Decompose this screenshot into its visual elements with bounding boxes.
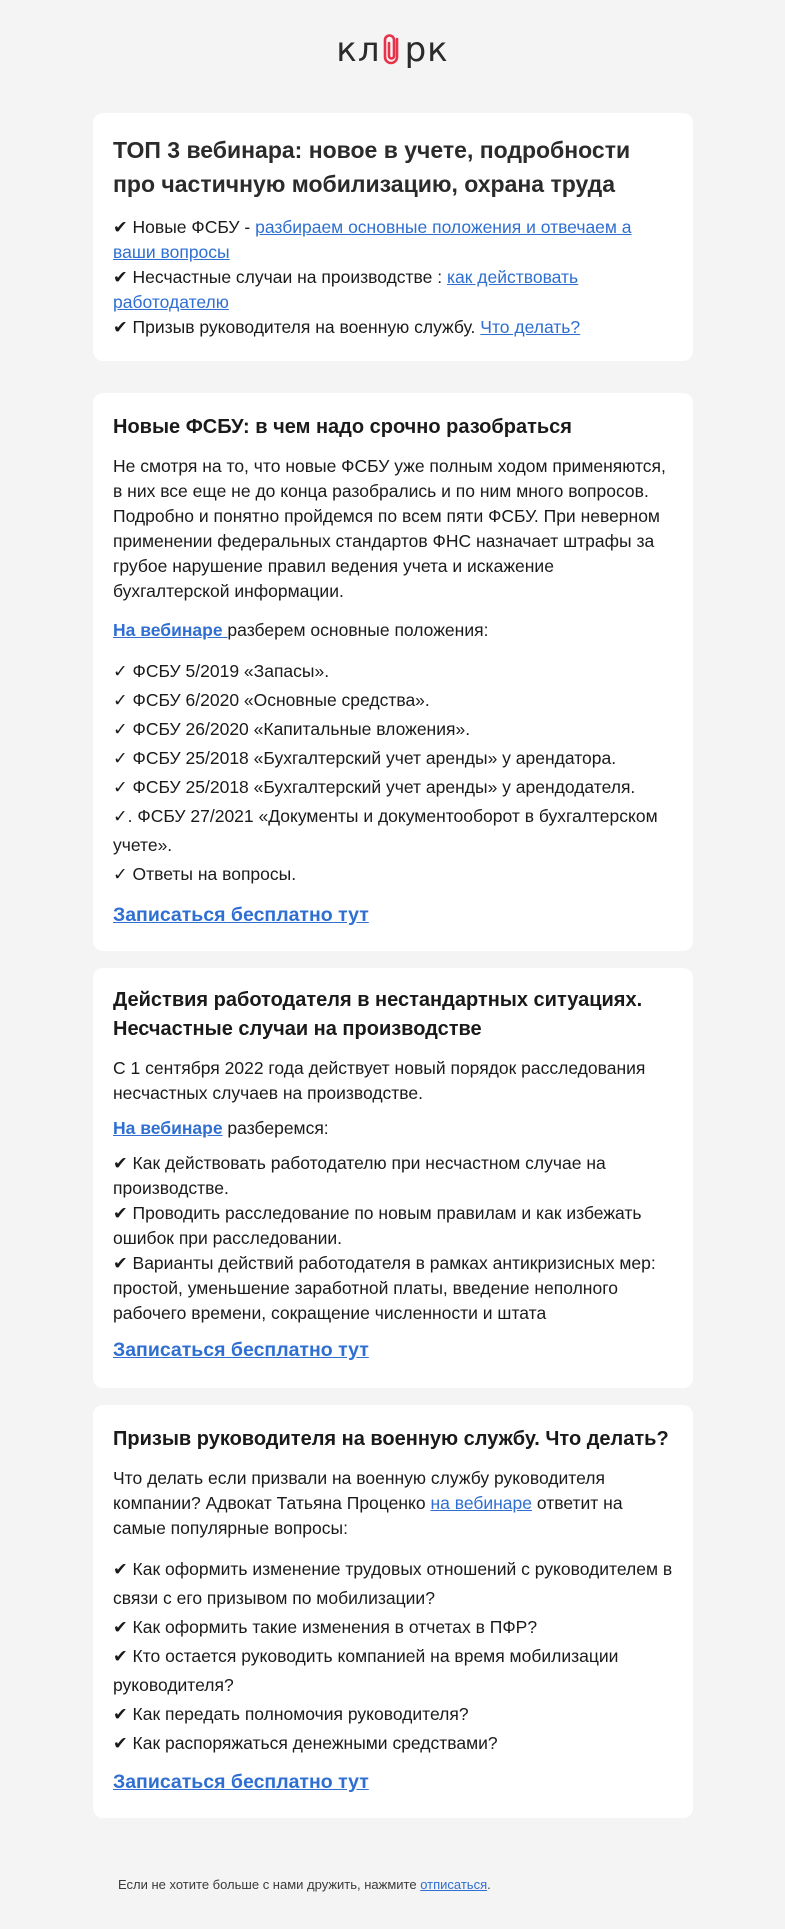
- accidents-webinar-link[interactable]: На вебинаре: [113, 1118, 223, 1138]
- draft-signup-link[interactable]: Записаться бесплатно тут: [113, 1771, 369, 1793]
- fsbu-list-item: ✓. ФСБУ 27/2021 «Документы и документооборот в бухгалтерском учете».: [113, 806, 658, 855]
- fsbu-list-item: ✓ Ответы на вопросы.: [113, 864, 297, 884]
- fsbu-list-item: ✓ ФСБУ 25/2018 «Бухгалтерский учет аренды» у арендодателя.: [113, 777, 636, 797]
- logo-text-right: рк: [404, 30, 449, 70]
- accidents-body: С 1 сентября 2022 года действует новый порядок расследования несчастных случаев на производстве.: [113, 1058, 646, 1103]
- check-icon: ✔: [113, 267, 128, 287]
- intro-item: [113, 315, 673, 340]
- logo-text-left: кл: [336, 30, 381, 70]
- fsbu-webinar-line: [113, 618, 673, 643]
- intro-title: ТОП 3 вебинара: новое в учете, подробности про частичную мобилизацию, охрана труда: [113, 137, 631, 197]
- fsbu-list-item: ✓ ФСБУ 25/2018 «Бухгалтерский учет аренды» у арендатора.: [113, 748, 617, 768]
- fsbu-card: [93, 393, 693, 951]
- accidents-webinar-line: [113, 1116, 673, 1141]
- intro-item-text: Несчастные случаи на производстве :: [132, 267, 447, 287]
- draft-body-text: Что делать если призвали на военную службу руководителя компании? Адвокат Татьяна Проценко: [113, 1468, 605, 1513]
- draft-list-item: ✔ Как оформить такие изменения в отчетах в ПФР?: [113, 1617, 538, 1637]
- accidents-webinar-text: разберемся:: [222, 1118, 329, 1138]
- accidents-card: [93, 968, 693, 1388]
- draft-list-item: ✔ Как оформить изменение трудовых отношений с руководителем в связи с его призывом по мобилизации?: [113, 1559, 673, 1608]
- unsubscribe-link[interactable]: отписаться: [420, 1877, 488, 1892]
- footer-text: Если не хотите больше с нами дружить, нажмите: [118, 1877, 421, 1892]
- accidents-signup-link[interactable]: Записаться бесплатно тут: [113, 1339, 369, 1361]
- fsbu-webinar-text: разберем основные положения:: [227, 620, 489, 640]
- fsbu-list-item: ✓ ФСБУ 5/2019 «Запасы».: [113, 661, 330, 681]
- fsbu-title: Новые ФСБУ: в чем надо срочно разобраться: [113, 416, 572, 438]
- accidents-list-item: ✔ Варианты действий работодателя в рамках антикризисных мер: простой, уменьшение заработной платы, введение неполного рабочего времени, сокращение численности и штата: [113, 1253, 656, 1323]
- intro-item-link[interactable]: как действовать работодателю: [113, 267, 579, 312]
- intro-card: [93, 113, 693, 361]
- fsbu-list: [113, 657, 673, 889]
- intro-item: [113, 215, 673, 265]
- draft-card: [93, 1405, 693, 1818]
- logo[interactable]: [0, 30, 785, 70]
- intro-item-text: Призыв руководителя на военную службу.: [132, 317, 481, 337]
- check-icon: ✔: [113, 317, 128, 337]
- draft-body-text-end: ответит на самые популярные вопросы:: [113, 1493, 623, 1538]
- intro-item-text: Новые ФСБУ -: [132, 217, 256, 237]
- fsbu-signup-link[interactable]: Записаться бесплатно тут: [113, 904, 369, 926]
- footer: [118, 1876, 491, 1894]
- fsbu-body: Не смотря на то, что новые ФСБУ уже полным ходом применяются, в них все еще не до конца разобрались и по ним много вопросов. Подробно и понятно пройдемся по всем пяти ФСБУ. При неверном применении федеральных стандартов ФНС назначает штрафы за грубое нарушение правил ведения учета и искажение бухгалтерской информации.: [113, 456, 666, 601]
- check-icon: ✔: [113, 217, 128, 237]
- accidents-title: Действия работодателя в нестандартных ситуациях. Несчастные случаи на производстве: [113, 989, 643, 1040]
- footer-end: .: [487, 1877, 491, 1892]
- draft-body: [113, 1466, 673, 1541]
- intro-item: [113, 265, 673, 315]
- fsbu-list-item: ✓ ФСБУ 26/2020 «Капитальные вложения».: [113, 719, 471, 739]
- draft-list-item: ✔ Как распоряжаться денежными средствами?: [113, 1733, 498, 1753]
- paperclip-icon: [382, 31, 404, 69]
- accidents-list-item: ✔ Проводить расследование по новым правилам и как избежать ошибок при расследовании.: [113, 1203, 642, 1248]
- draft-list: [113, 1555, 673, 1758]
- draft-list-item: ✔ Кто остается руководить компанией на время мобилизации руководителя?: [113, 1646, 619, 1695]
- draft-list-item: ✔ Как передать полномочия руководителя?: [113, 1704, 469, 1724]
- accidents-list-item: ✔ Как действовать работодателю при несчастном случае на производстве.: [113, 1153, 606, 1198]
- fsbu-list-item: ✓ ФСБУ 6/2020 «Основные средства».: [113, 690, 430, 710]
- draft-webinar-link[interactable]: на вебинаре: [430, 1493, 533, 1513]
- intro-item-link[interactable]: разбираем основные положения и отвечаем а ваши вопросы: [113, 217, 632, 262]
- intro-list: [113, 215, 673, 340]
- draft-title: Призыв руководителя на военную службу. Что делать?: [113, 1428, 669, 1450]
- intro-item-link[interactable]: Что делать?: [480, 317, 581, 337]
- accidents-list: [113, 1151, 673, 1326]
- fsbu-webinar-link[interactable]: На вебинаре: [113, 620, 228, 640]
